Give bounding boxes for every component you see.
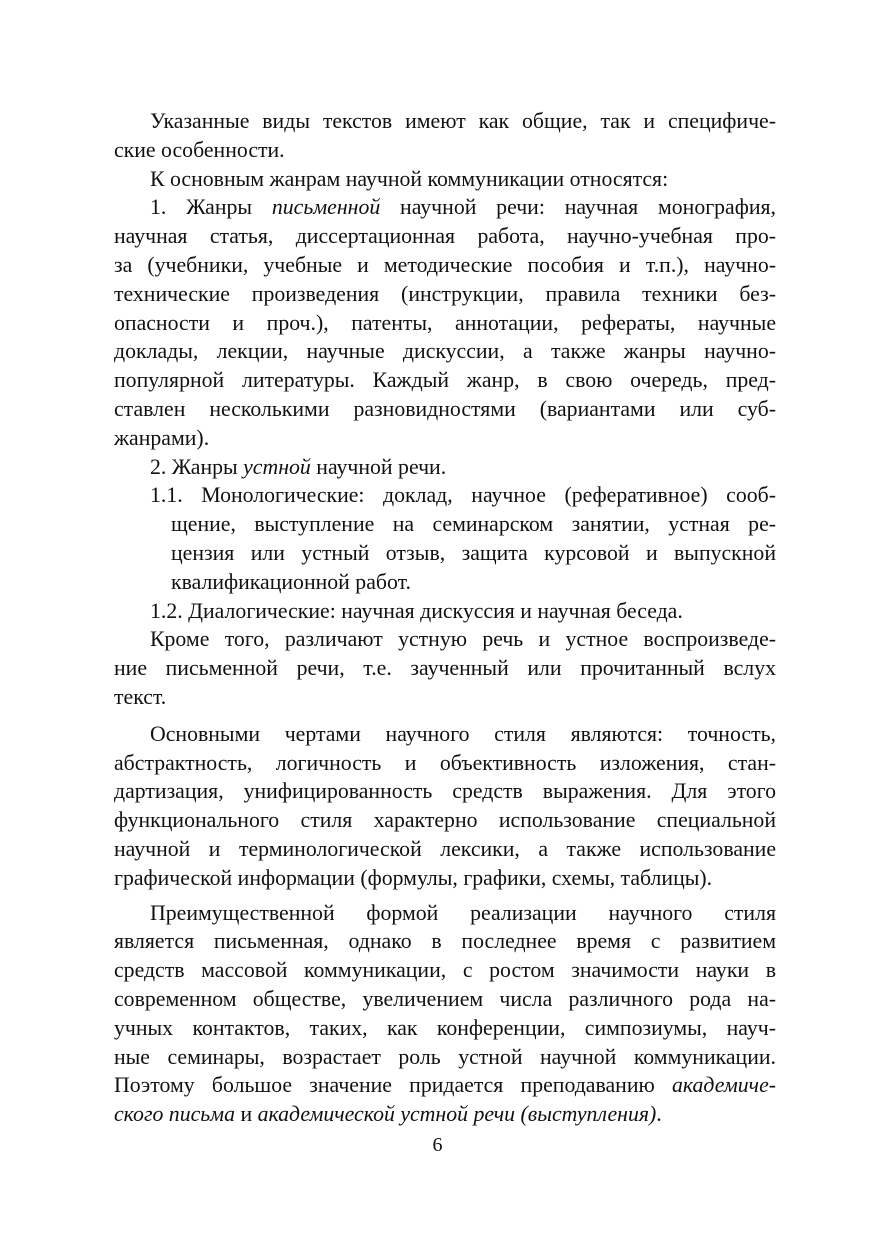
text-line	[114, 453, 776, 482]
text-line: за (учебники, учебные и методические пособия и т.п.), научно-	[114, 252, 776, 277]
text-run: научной речи.	[310, 454, 447, 479]
text-line: графической информации (формулы, графики, схемы, таблицы).	[114, 865, 713, 890]
text-line: технические произведения (инструкции, правила техники без-	[114, 281, 776, 306]
text-line: учных контактов, таких, как конференции, симпозиумы, науч-	[114, 1015, 776, 1040]
text-line	[114, 1071, 776, 1100]
paragraph-realization-form	[114, 899, 776, 1129]
emphasis-academic-writing-end: ского письма	[114, 1102, 235, 1127]
paragraph-oral-genres	[114, 453, 776, 482]
emphasis-academic-writing: академиче-	[671, 1073, 776, 1098]
text-line: научная статья, диссертационная работа, научно-учебная про-	[114, 224, 776, 249]
list-item-monologic	[114, 481, 776, 596]
text-line: ные семинары, возрастает роль устной научной коммуникации.	[114, 1044, 776, 1069]
text-run: и	[235, 1102, 258, 1127]
text-run: 2. Жанры	[150, 454, 244, 479]
text-line: К основным жанрам научной коммуникации относятся:	[150, 166, 669, 191]
text-line: 1.1. Монологические: доклад, научное (реферативное) сооб-	[150, 483, 776, 508]
paragraph-oral-reproduction	[114, 625, 776, 711]
text-run: .	[656, 1102, 662, 1127]
text-line: функционального стиля характерно использование специальной	[114, 808, 776, 833]
text-line: современном обществе, увеличением числа различного рода на-	[114, 986, 776, 1011]
page-number: 6	[432, 1134, 443, 1156]
text-line: щение, выступление на семинарском занятии, устная ре-	[171, 512, 776, 537]
text-run: научной речи: научная монография,	[380, 195, 776, 220]
text-line: ние письменной речи, т.е. заученный или прочитанный вслух	[114, 656, 776, 681]
text-line: Преимущественной формой реализации научного стиля	[150, 900, 776, 925]
paragraph-2	[114, 165, 776, 194]
emphasis-academic-speech: академической устной речи (выступления)	[257, 1102, 657, 1127]
text-line: ставлен несколькими разновидностями (вариантами или суб-	[114, 396, 776, 421]
text-line: средств массовой коммуникации, с ростом значимости науки в	[114, 958, 776, 983]
text-line: абстрактность, логичность и объективность изложения, стан-	[114, 750, 776, 775]
paragraph-written-genres	[114, 193, 776, 452]
text-line: научной и терминологической лексики, а также использование	[114, 836, 776, 861]
paragraph-1	[114, 107, 776, 165]
text-line: доклады, лекции, научные дискуссии, а также жанры научно-	[114, 339, 776, 364]
text-line	[114, 193, 776, 222]
text-line: Кроме того, различают устную речь и устное воспроизведе-	[150, 627, 776, 652]
list-item-dialogic	[114, 597, 776, 626]
text-line: цензия или устный отзыв, защита курсовой и выпускной	[171, 540, 776, 565]
text-line: ские особенности.	[114, 137, 285, 162]
text-line: квалификационной работ.	[171, 569, 411, 594]
document-page	[114, 107, 776, 1129]
text-line: 1.2. Диалогические: научная дискуссия и научная беседа.	[150, 598, 683, 623]
text-line: жанрами).	[114, 425, 210, 450]
text-line	[114, 1100, 776, 1129]
emphasis-oral: устной	[243, 454, 311, 479]
text-line: опасности и проч.), патенты, аннотации, рефераты, научные	[114, 310, 776, 335]
emphasis-written: письменной	[271, 195, 381, 220]
text-line: текст.	[114, 684, 167, 709]
text-line: дартизация, унифицированность средств выражения. Для этого	[114, 779, 776, 804]
text-line: Указанные виды текстов имеют как общие, так и специфиче-	[150, 109, 776, 133]
text-line: Основными чертами научного стиля являются: точность,	[150, 721, 776, 746]
paragraph-style-features	[114, 720, 776, 893]
text-run: Поэтому большое значение придается преподаванию	[114, 1073, 672, 1098]
text-run: 1. Жанры	[150, 195, 272, 220]
text-line: популярной литературы. Каждый жанр, в свою очередь, пред-	[114, 368, 776, 393]
text-line: является письменная, однако в последнее время с развитием	[114, 929, 776, 954]
